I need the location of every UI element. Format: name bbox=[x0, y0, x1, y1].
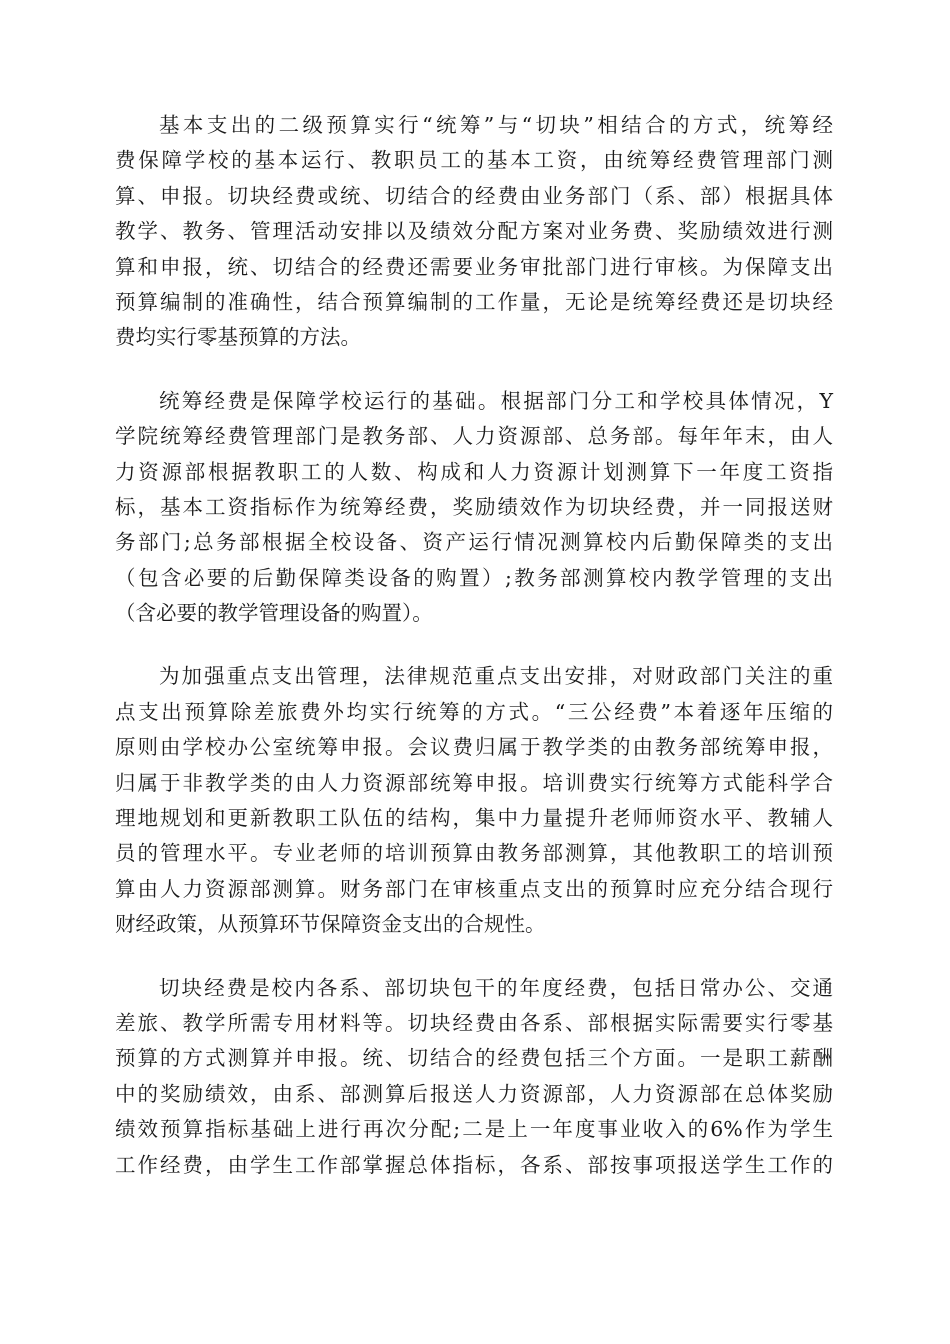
document-body bbox=[115, 108, 833, 1211]
text-line: 工作经费，由学生工作部掌握总体指标，各系、部按事项报送学生工作的 bbox=[115, 1152, 833, 1177]
paragraph-basic-expenditure bbox=[115, 108, 833, 356]
text-line: 算和申报，统、切结合的经费还需要业务审批部门进行审核。为保障支出 bbox=[115, 254, 833, 279]
text-line: 差旅、教学所需专用材料等。切块经费由各系、部根据实际需要实行零基 bbox=[115, 1010, 833, 1035]
text-line: 基本支出的二级预算实行“统筹”与“切块”相结合的方式，统筹经 bbox=[159, 113, 833, 137]
text-line: 归属于非教学类的由人力资源部统筹申报。培训费实行统筹方式能科学合 bbox=[115, 770, 833, 795]
text-line: 标，基本工资指标作为统筹经费，奖励绩效作为切块经费，并一同报送财 bbox=[115, 494, 833, 519]
text-line: （包含必要的后勤保障类设备的购置）;教务部测算校内教学管理的支出 bbox=[115, 565, 833, 590]
text-line: 务部门;总务部根据全校设备、资产运行情况测算校内后勤保障类的支出 bbox=[115, 530, 833, 555]
paragraph-key-expenditure bbox=[115, 659, 833, 942]
text-line: 力资源部根据教职工的人数、构成和人力资源计划测算下一年度工资指 bbox=[115, 459, 833, 484]
text-line: 中的奖励绩效，由系、部测算后报送人力资源部，人力资源部在总体奖励 bbox=[115, 1081, 833, 1106]
text-line: 员的管理水平。专业老师的培训预算由教务部测算，其他教职工的培训预 bbox=[115, 841, 833, 866]
text-line: 切块经费是校内各系、部切块包干的年度经费，包括日常办公、交通 bbox=[159, 975, 833, 1000]
paragraph-block-funds bbox=[115, 971, 833, 1183]
text-line: 原则由学校办公室统筹申报。会议费归属于教学类的由教务部统筹申报， bbox=[115, 735, 833, 760]
text-line: 费均实行零基预算的方法。 bbox=[115, 325, 361, 350]
text-line: 教学、教务、管理活动安排以及绩效分配方案对业务费、奖励绩效进行测 bbox=[115, 219, 833, 244]
text-line: 理地规划和更新教职工队伍的结构，集中力量提升老师师资水平、教辅人 bbox=[115, 806, 833, 831]
text-line: 统筹经费是保障学校运行的基础。根据部门分工和学校具体情况，Y bbox=[159, 388, 833, 413]
text-line: 为加强重点支出管理，法律规范重点支出安排，对财政部门关注的重 bbox=[159, 664, 833, 689]
text-line: 预算的方式测算并申报。统、切结合的经费包括三个方面。一是职工薪酬 bbox=[115, 1046, 833, 1071]
text-line: 点支出预算除差旅费外均实行统筹的方式。“三公经费”本着逐年压缩的 bbox=[115, 699, 833, 724]
text-line: 绩效预算指标基础上进行再次分配;二是上一年度事业收入的6%作为学生 bbox=[115, 1117, 833, 1142]
text-line: 预算编制的准确性，结合预算编制的工作量，无论是统筹经费还是切块经 bbox=[115, 289, 833, 314]
text-line: 算、申报。切块经费或统、切结合的经费由业务部门（系、部）根据具体 bbox=[115, 183, 833, 208]
text-line: 算由人力资源部测算。财务部门在审核重点支出的预算时应充分结合现行 bbox=[115, 876, 833, 901]
text-line: （含必要的教学管理设备的购置）。 bbox=[115, 601, 433, 626]
text-line: 费保障学校的基本运行、教职员工的基本工资，由统筹经费管理部门测 bbox=[115, 148, 833, 173]
paragraph-overall-funds bbox=[115, 384, 833, 632]
text-line: 学院统筹经费管理部门是教务部、人力资源部、总务部。每年年末，由人 bbox=[115, 424, 833, 449]
text-line: 财经政策，从预算环节保障资金支出的合规性。 bbox=[115, 912, 546, 937]
